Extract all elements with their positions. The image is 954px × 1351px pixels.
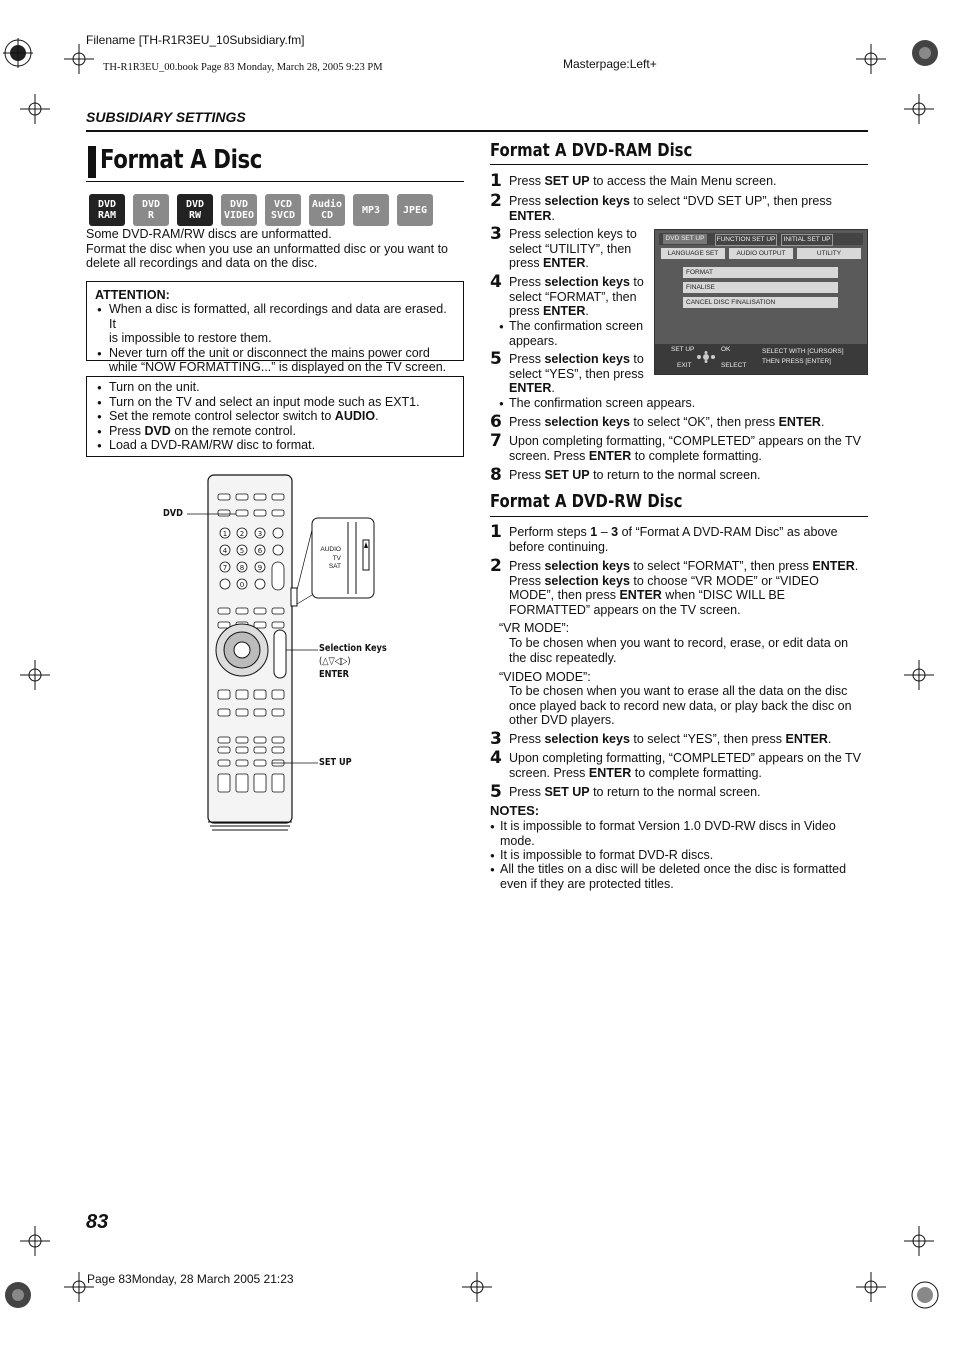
step-number: 2 — [490, 556, 502, 576]
key: selection keys — [544, 732, 630, 746]
text: – — [597, 525, 612, 539]
disc-type-badges — [89, 194, 433, 226]
switch-label-sat: SAT — [328, 563, 341, 570]
text: Press — [509, 415, 545, 429]
step-text — [509, 352, 644, 396]
text: to — [629, 275, 644, 289]
attention-text: When a disc is formatted, all recordings and data are erased. It — [109, 302, 447, 331]
text: . — [827, 732, 832, 746]
step-number: 3 — [490, 224, 502, 244]
footer-timestamp: Page 83Monday, 28 March 2005 21:23 — [87, 1272, 294, 1286]
step-number: 5 — [490, 782, 502, 802]
key: selection keys — [544, 559, 630, 573]
page-title: Format A Disc — [100, 145, 263, 175]
registration-mark-icon — [856, 44, 886, 74]
text: appears. — [509, 333, 558, 348]
crop-target-icon — [3, 38, 33, 68]
text: The confirmation screen — [509, 319, 644, 333]
step-text — [509, 785, 761, 800]
registration-mark-icon — [64, 44, 94, 74]
text: other DVD players. — [509, 713, 615, 727]
text: once played back to record new data, or play back the disc on — [509, 698, 852, 713]
intro-line: Format the disc when you use an unformatted disc or you want to — [86, 241, 448, 256]
menu-row-finalise: FINALISE — [683, 282, 838, 293]
remote-label-arrows: (△▽◁▷) — [319, 656, 351, 667]
key: SET UP — [544, 785, 590, 799]
note-item: ● It is impossible to format DVD-R discs. — [490, 848, 713, 863]
attention-title: ATTENTION: — [95, 288, 170, 302]
svg-text:1: 1 — [222, 530, 228, 538]
menu-tab-function-setup: FUNCTION SET UP — [715, 234, 777, 246]
text: MODE”, then press — [509, 588, 620, 602]
text: Upon completing formatting, “COMPLETED” appears on the TV — [509, 434, 862, 448]
text: Press — [509, 785, 545, 799]
text: press — [509, 256, 544, 270]
title-rule — [86, 181, 464, 182]
svg-text:3: 3 — [257, 530, 263, 538]
heading-rule — [490, 164, 868, 165]
intro-text — [86, 227, 448, 271]
crop-target-icon — [910, 1280, 940, 1310]
key: ENTER — [785, 732, 828, 746]
key: selection keys — [544, 352, 630, 366]
text: Press selection keys to — [509, 227, 637, 241]
text: to select “DVD SET UP”, then press — [629, 194, 832, 208]
video-mode-heading: “VIDEO MODE”: — [499, 670, 591, 684]
badge-dvd-rw: DVD RW — [177, 194, 213, 226]
text: before continuing. — [509, 539, 609, 554]
text: to choose “VR MODE” or “VIDEO — [629, 573, 819, 588]
switch-label-tv: TV — [332, 554, 341, 562]
selector-switch-labels — [317, 546, 341, 572]
step-number: 3 — [490, 729, 502, 749]
menu-tab-dvd-setup: DVD SET UP — [663, 234, 707, 244]
attention-box — [86, 281, 464, 374]
ram-step-5-note: ● The confirmation screen appears. — [499, 396, 695, 411]
registration-mark-icon — [462, 1272, 492, 1302]
key: SET UP — [544, 174, 590, 188]
key: 1 — [590, 525, 598, 539]
registration-mark-icon — [904, 94, 934, 124]
menu-foot-select: SELECT — [721, 362, 747, 369]
key: selection keys — [544, 573, 630, 588]
intro-line: Some DVD-RAM/RW discs are unformatted. — [86, 227, 332, 241]
step-text — [509, 525, 838, 554]
vr-mode-heading: “VR MODE”: — [499, 621, 570, 635]
step-number: 5 — [490, 349, 502, 369]
menu-row-cancel-finalisation: CANCEL DISC FINALISATION — [683, 297, 838, 308]
text: press — [509, 304, 544, 318]
svg-text:9: 9 — [257, 564, 263, 572]
registration-mark-icon — [20, 660, 50, 690]
menu-foot-exit: EXIT — [677, 362, 692, 369]
crop-target-icon — [3, 1280, 33, 1310]
text: Press — [509, 468, 545, 482]
step-number: 1 — [490, 171, 502, 191]
step-number: 6 — [490, 412, 502, 432]
key: ENTER — [588, 448, 632, 463]
text: even if they are protected titles. — [500, 876, 674, 891]
ram-step-4-note — [499, 319, 643, 348]
svg-text:2: 2 — [239, 530, 245, 538]
prep-item — [95, 424, 455, 439]
attention-item — [95, 302, 455, 346]
text: . — [551, 381, 555, 395]
step-number: 1 — [490, 522, 502, 542]
svg-text:4: 4 — [222, 547, 228, 555]
menu-row-format: FORMAT — [683, 267, 838, 278]
header-masterpage: Masterpage:Left+ — [563, 57, 657, 71]
step-number: 4 — [490, 748, 502, 768]
prep-item: ● Turn on the TV and select an input mode such as EXT1. — [95, 395, 455, 410]
key: ENTER — [509, 208, 552, 223]
step-number: 2 — [490, 191, 502, 211]
cursor-keys-icon — [695, 351, 717, 363]
step-text — [509, 174, 777, 189]
text: to select “FORMAT”, then press — [629, 559, 813, 573]
remote-label-dvd: DVD — [163, 508, 183, 519]
text: To be chosen when you want to erase all the data on the disc — [509, 684, 848, 698]
key: SET UP — [544, 468, 590, 482]
text: FORMATTED” appears on the TV screen. — [509, 602, 741, 617]
prep-text: . — [375, 409, 379, 423]
preparation-box — [86, 376, 464, 457]
notes-heading: NOTES: — [490, 803, 540, 818]
menu-foot-hint-2: THEN PRESS [ENTER] — [762, 358, 831, 365]
key: ENTER — [619, 588, 662, 602]
svg-text:8: 8 — [239, 564, 245, 572]
key: ENTER — [509, 381, 552, 395]
text: to complete formatting. — [631, 448, 762, 463]
registration-mark-icon — [20, 94, 50, 124]
svg-text:0: 0 — [239, 581, 245, 589]
text: select “UTILITY”, then — [509, 241, 632, 256]
step-text — [509, 194, 832, 223]
text: to — [629, 352, 644, 366]
text: when “DISC WILL BE — [661, 588, 786, 602]
text: the disc repeatedly. — [509, 650, 617, 665]
key: ENTER — [588, 765, 632, 780]
text: Press — [509, 352, 545, 366]
key: ENTER — [543, 304, 586, 318]
intro-line: delete all recordings and data on the disc. — [86, 256, 318, 270]
svg-text:5: 5 — [239, 547, 245, 555]
menu-subtab-utility: UTILITY — [797, 248, 861, 259]
text: To be chosen when you want to record, erase, or edit data on — [509, 636, 849, 650]
remote-label-selection-keys: Selection Keys — [319, 643, 387, 654]
step-text — [509, 415, 824, 430]
prep-item: ● Turn on the unit. — [95, 380, 455, 395]
page-number: 83 — [86, 1211, 109, 1233]
prep-item: ● Load a DVD-RAM/RW disc to format. — [95, 438, 455, 453]
switch-label-audio: AUDIO — [320, 546, 341, 553]
note-item — [490, 862, 846, 891]
step-text — [509, 468, 761, 483]
step-text — [509, 434, 861, 463]
menu-subtab-audio-output: AUDIO OUTPUT — [729, 248, 793, 259]
text: Press — [509, 275, 545, 289]
svg-text:7: 7 — [222, 564, 228, 572]
menu-subtab-language: LANGUAGE SET — [661, 248, 725, 259]
attention-text: Never turn off the unit or disconnect the mains power cord — [109, 345, 430, 360]
registration-mark-icon — [856, 1272, 886, 1302]
text: to return to the normal screen. — [589, 468, 761, 482]
step-text — [509, 227, 637, 271]
heading-format-dvd-ram: Format A DVD-RAM Disc — [490, 141, 693, 161]
text: . — [551, 208, 555, 223]
text: select “YES”, then press — [509, 366, 644, 381]
key: selection keys — [544, 415, 630, 429]
key: selection keys — [544, 275, 630, 289]
text: to complete formatting. — [631, 765, 762, 780]
text: to access the Main Menu screen. — [589, 174, 777, 188]
step-text — [509, 751, 861, 780]
attention-item — [95, 346, 455, 375]
step-number: 7 — [490, 431, 502, 451]
badge-jpeg: JPEG — [397, 194, 433, 226]
text: . — [820, 415, 825, 429]
key: ENTER — [543, 256, 586, 270]
key: selection keys — [544, 194, 630, 208]
crop-target-icon — [910, 38, 940, 68]
section-label: SUBSIDIARY SETTINGS — [86, 109, 246, 125]
text: It is impossible to format Version 1.0 DVD-RW discs in Video — [500, 819, 836, 833]
step-text — [509, 732, 831, 747]
badge-mp3: MP3 — [353, 194, 389, 226]
heading-rule — [490, 516, 868, 517]
note-item — [490, 819, 836, 848]
registration-mark-icon — [904, 660, 934, 690]
registration-mark-icon — [20, 1226, 50, 1256]
text: of “Format A DVD-RAM Disc” as above — [618, 525, 838, 539]
text: mode. — [500, 833, 535, 848]
menu-foot-setup: SET UP — [671, 346, 695, 353]
badge-dvd-ram: DVD RAM — [89, 194, 125, 226]
text: Upon completing formatting, “COMPLETED” appears on the TV — [509, 751, 862, 765]
remote-label-setup: SET UP — [319, 757, 352, 768]
menu-tab-initial-setup: INITIAL SET UP — [781, 234, 833, 246]
text: All the titles on a disc will be deleted once the disc is formatted — [500, 862, 847, 876]
text: to select “OK”, then press — [629, 415, 779, 429]
svg-text:6: 6 — [257, 547, 263, 555]
key: ENTER — [812, 559, 855, 573]
step-text — [509, 559, 858, 617]
prep-item — [95, 409, 455, 424]
text: . — [854, 559, 859, 573]
prep-key: DVD — [144, 423, 171, 438]
text: to return to the normal screen. — [589, 785, 761, 799]
text: Press — [509, 174, 545, 188]
prep-text: Press — [109, 423, 145, 438]
step-number: 8 — [490, 465, 502, 485]
remote-label-enter: ENTER — [319, 669, 349, 680]
key: 3 — [611, 525, 619, 539]
text: . — [585, 256, 589, 270]
text: Press — [509, 559, 545, 573]
header-bookline: TH-R1R3EU_00.book Page 83 Monday, March 28, 2005 9:23 PM — [103, 62, 383, 73]
heading-format-dvd-rw: Format A DVD-RW Disc — [490, 492, 683, 512]
menu-foot-hint-1: SELECT WITH [CURSORS] — [762, 348, 844, 355]
text: screen. Press — [509, 765, 589, 780]
prep-text: Set the remote control selector switch to — [109, 409, 335, 423]
attention-text: is impossible to restore them. — [109, 331, 272, 345]
vr-mode-text — [509, 636, 848, 665]
key: ENTER — [778, 415, 821, 429]
text: Press — [509, 732, 545, 746]
text: Press — [509, 194, 545, 208]
registration-mark-icon — [904, 1226, 934, 1256]
badge-vcd-svcd: VCD SVCD — [265, 194, 301, 226]
header-filename: Filename [TH-R1R3EU_10Subsidiary.fm] — [86, 33, 305, 47]
badge-dvd-video: DVD VIDEO — [221, 194, 257, 226]
text: Perform steps — [509, 525, 591, 539]
prep-text: on the remote control. — [170, 423, 296, 438]
text: screen. Press — [509, 448, 589, 463]
step-text — [509, 275, 644, 319]
text: Press — [509, 573, 545, 588]
step-number: 4 — [490, 272, 502, 292]
badge-dvd-r: DVD R — [133, 194, 169, 226]
header-rule — [86, 130, 868, 132]
prep-key: AUDIO — [334, 409, 376, 423]
video-mode-text — [509, 684, 852, 728]
dvd-setup-menu-screen — [654, 229, 868, 375]
attention-text: while “NOW FORMATTING...” is displayed on the TV screen. — [109, 360, 447, 374]
title-marker — [88, 146, 96, 178]
text: to select “YES”, then press — [629, 732, 786, 746]
badge-audio-cd: Audio CD — [309, 194, 345, 226]
text: select “FORMAT”, then — [509, 289, 637, 304]
text: . — [585, 304, 589, 318]
menu-foot-ok: OK — [721, 346, 731, 353]
